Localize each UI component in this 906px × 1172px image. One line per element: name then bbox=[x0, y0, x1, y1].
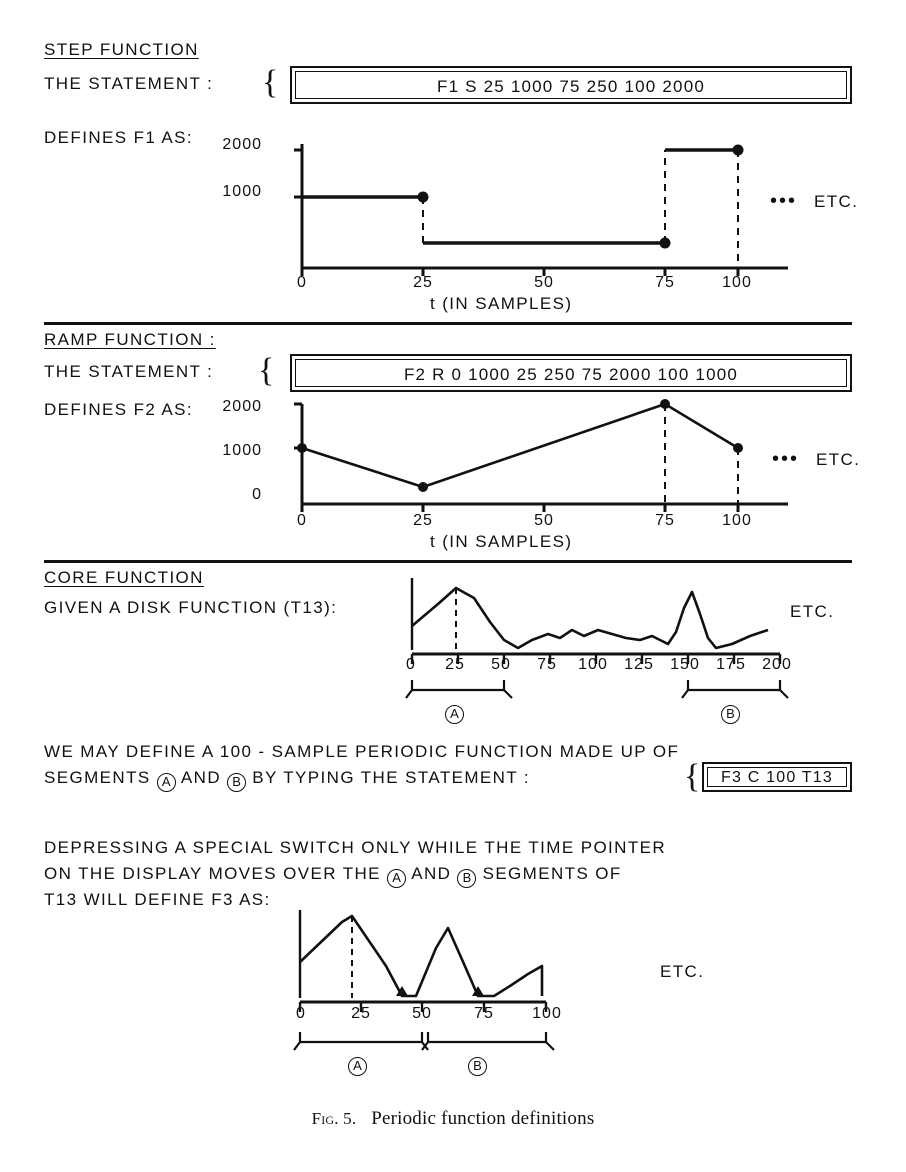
core-xtick-125: 125 bbox=[624, 656, 654, 673]
ramp-etc-dots: ••• bbox=[772, 448, 800, 470]
core-para1-pre: SEGMENTS bbox=[44, 768, 151, 787]
ramp-function-heading: RAMP FUNCTION : bbox=[44, 330, 216, 349]
core-given-label: GIVEN A DISK FUNCTION (T13): bbox=[44, 598, 338, 617]
step-statement-text: F1 S 25 1000 75 250 100 2000 bbox=[436, 77, 706, 96]
core-xtick-25: 25 bbox=[445, 656, 465, 673]
core-para1-post: BY TYPING THE STATEMENT : bbox=[252, 768, 531, 787]
ramp-xtick-0: 0 bbox=[297, 512, 307, 529]
step-statement-label: THE STATEMENT : bbox=[44, 74, 214, 93]
ramp-defines-label: DEFINES F2 AS: bbox=[44, 400, 194, 419]
step-xtick-0: 0 bbox=[297, 274, 307, 291]
core-xtick-75: 75 bbox=[537, 656, 557, 673]
ramp-statement-text: F2 R 0 1000 25 250 75 2000 100 1000 bbox=[403, 365, 739, 384]
core-statement-box bbox=[702, 762, 852, 792]
f3-xtick-50: 50 bbox=[412, 1005, 432, 1022]
step-etc-label: ETC. bbox=[814, 192, 859, 211]
segment-a-badge-inline-2: A bbox=[387, 869, 406, 888]
core-para2-line2 bbox=[44, 864, 622, 888]
core-brace: { bbox=[684, 758, 701, 795]
ramp-ytick-2000: 2000 bbox=[222, 398, 262, 415]
disk-segment-a-label bbox=[445, 700, 464, 724]
core-xtick-150: 150 bbox=[670, 656, 700, 673]
step-xtick-25: 25 bbox=[413, 274, 433, 291]
step-defines-label: DEFINES F1 AS: bbox=[44, 128, 194, 147]
segment-b-badge-f3: B bbox=[468, 1057, 487, 1076]
f3-segment-a-label bbox=[348, 1052, 367, 1076]
core-function-heading: CORE FUNCTION bbox=[44, 568, 204, 587]
step-xtick-50: 50 bbox=[534, 274, 554, 291]
step-ytick-1000: 1000 bbox=[222, 183, 262, 200]
ramp-statement-box bbox=[290, 354, 852, 392]
f3-xtick-0: 0 bbox=[296, 1005, 306, 1022]
disk-segment-brackets bbox=[408, 678, 828, 704]
step-xtick-100: 100 bbox=[722, 274, 752, 291]
segment-b-badge: B bbox=[721, 705, 740, 724]
core-para2-line3: T13 WILL DEFINE F3 AS: bbox=[44, 890, 271, 909]
core-para1-mid: AND bbox=[180, 768, 222, 787]
core-para2-pre: ON THE DISPLAY MOVES OVER THE bbox=[44, 864, 381, 883]
f3-xtick-100: 100 bbox=[532, 1005, 562, 1022]
f3-segment-brackets bbox=[296, 1030, 596, 1056]
ramp-brace: { bbox=[258, 352, 275, 389]
figure-caption-label: Fig. 5. bbox=[311, 1109, 357, 1128]
step-etc-dots: ••• bbox=[770, 190, 798, 212]
figure-caption-text: Periodic function definitions bbox=[371, 1108, 595, 1129]
figure-caption bbox=[0, 1108, 906, 1130]
core-xtick-50: 50 bbox=[491, 656, 511, 673]
step-axis-label: t (IN SAMPLES) bbox=[430, 294, 573, 313]
ramp-statement-label: THE STATEMENT : bbox=[44, 362, 214, 381]
core-para1-line2 bbox=[44, 768, 530, 792]
segment-a-badge: A bbox=[445, 705, 464, 724]
ramp-xtick-75: 75 bbox=[655, 512, 675, 529]
core-para2-line1: DEPRESSING A SPECIAL SWITCH ONLY WHILE THE TIME POINTER bbox=[44, 838, 667, 857]
ramp-ytick-1000: 1000 bbox=[222, 442, 262, 459]
step-function-heading: STEP FUNCTION bbox=[44, 40, 199, 59]
divider-2 bbox=[44, 560, 852, 563]
f3-etc-label: ETC. bbox=[660, 962, 705, 981]
segment-a-badge-inline: A bbox=[157, 773, 176, 792]
ramp-etc-label: ETC. bbox=[816, 450, 861, 469]
f3-result-waveform bbox=[296, 910, 636, 1010]
divider-1 bbox=[44, 322, 852, 325]
core-xtick-0: 0 bbox=[406, 656, 416, 673]
core-xtick-100: 100 bbox=[578, 656, 608, 673]
ramp-xtick-100: 100 bbox=[722, 512, 752, 529]
core-etc-label: ETC. bbox=[790, 602, 835, 621]
f3-xtick-25: 25 bbox=[351, 1005, 371, 1022]
f3-xtick-75: 75 bbox=[474, 1005, 494, 1022]
core-para2-mid: AND bbox=[411, 864, 452, 883]
ramp-xtick-50: 50 bbox=[534, 512, 554, 529]
ramp-ytick-0: 0 bbox=[252, 486, 262, 503]
core-xtick-175: 175 bbox=[716, 656, 746, 673]
disk-segment-b-label bbox=[721, 700, 740, 724]
step-ytick-2000: 2000 bbox=[222, 136, 262, 153]
core-statement-text: F3 C 100 T13 bbox=[721, 769, 833, 786]
segment-b-badge-inline-2: B bbox=[457, 869, 476, 888]
step-brace: { bbox=[262, 64, 279, 101]
f3-segment-b-label bbox=[468, 1052, 487, 1076]
core-xtick-200: 200 bbox=[762, 656, 792, 673]
step-function-plot bbox=[268, 136, 868, 296]
step-statement-box bbox=[290, 66, 852, 104]
core-para2-post: SEGMENTS OF bbox=[482, 864, 622, 883]
ramp-axis-label: t (IN SAMPLES) bbox=[430, 532, 573, 551]
segment-b-badge-inline: B bbox=[227, 773, 246, 792]
core-para1-line1: WE MAY DEFINE A 100 - SAMPLE PERIODIC FUNCTION MADE UP OF bbox=[44, 742, 680, 761]
ramp-xtick-25: 25 bbox=[413, 512, 433, 529]
segment-a-badge-f3: A bbox=[348, 1057, 367, 1076]
step-xtick-75: 75 bbox=[655, 274, 675, 291]
